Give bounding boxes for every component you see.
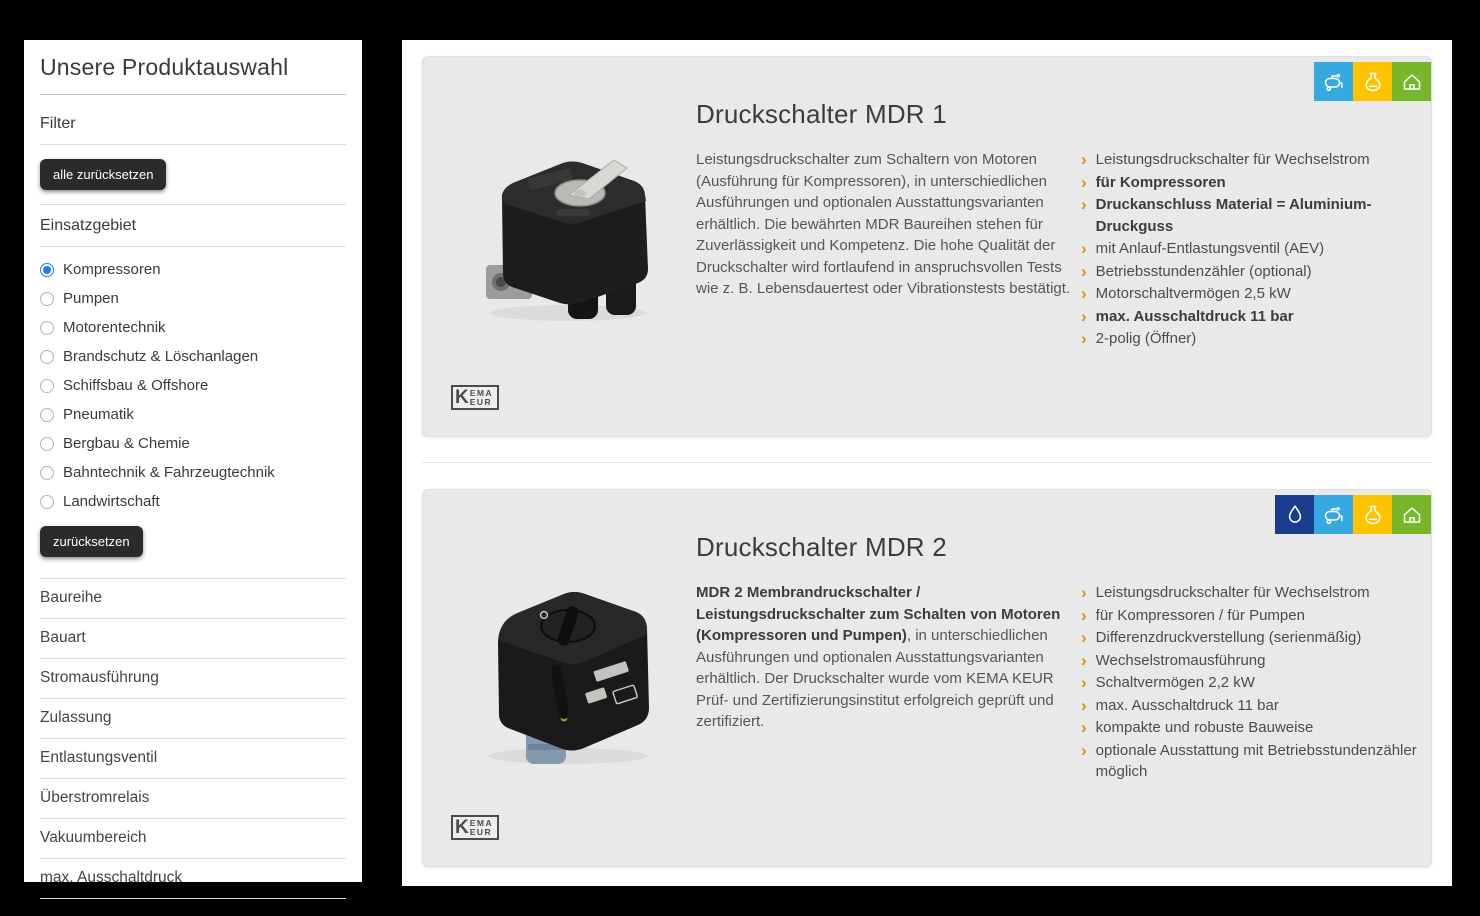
product-card-mdr2 <box>422 489 1432 867</box>
feature-item: › mit Anlauf-Entlastungsventil (AEV) <box>1081 239 1325 258</box>
radio-option-landwirtschaft[interactable] <box>40 487 346 516</box>
description-text: Leistungsdruckschalter zum Schaltern von Motoren (Ausführung für Kompressoren), in unterschiedlichen Ausführungen und optionalen Ausstattungsvarianten erhältlich. Die bewährten MDR Baureihen stehen für Zuverlässigkeit und Kompetenz. Die hohe Qualität der Druckschalter wird fortlaufend in anspruchsvollen Tests wie z. B. Lebensdauertest oder Vibrationstests bestätigt. <box>696 151 1071 297</box>
filter-category-bauart[interactable]: Bauart <box>40 619 346 659</box>
droplet-badge <box>1275 495 1314 534</box>
sidebar-title: Unsere Produktauswahl <box>40 54 346 95</box>
compressor-icon <box>1322 70 1346 94</box>
filter-category-max-ausschaltdruck[interactable]: max. Ausschaltdruck <box>40 859 346 899</box>
product-description <box>696 149 1080 300</box>
compressor-badge <box>1314 62 1353 101</box>
product-image-mdr1 <box>468 137 668 332</box>
application-badges <box>1275 495 1431 534</box>
flask-badge <box>1353 62 1392 101</box>
feature-item: › kompakte und robuste Bauweise <box>1081 718 1314 737</box>
radio-circle-icon <box>40 408 54 422</box>
product-title: Druckschalter MDR 2 <box>696 532 947 562</box>
feature-item: › max. Ausschaltdruck 11 bar <box>1081 695 1279 715</box>
radio-label: Bergbau & Chemie <box>63 435 190 452</box>
radio-option-kompressoren[interactable] <box>40 255 346 284</box>
card-divider <box>422 462 1432 463</box>
einsatzgebiet-section-label: Einsatzgebiet <box>40 217 346 247</box>
radio-label: Brandschutz & Löschanlagen <box>63 348 259 365</box>
feature-item: › Schaltvermögen 2,2 kW <box>1081 673 1255 692</box>
chevron-right-icon: › <box>1081 284 1087 303</box>
filter-category-list <box>40 578 346 899</box>
radio-option-pneumatik[interactable] <box>40 400 346 429</box>
feature-item: › Wechselstromausführung <box>1081 650 1266 670</box>
feature-item: › Motorschaltvermögen 2,5 kW <box>1081 284 1291 303</box>
description-bold: MDR 2 Membrandruckschalter / Leistungsdruckschalter zum Schalten von Motoren (Kompressoren und Pumpen) <box>696 584 1061 644</box>
radio-circle-icon <box>40 379 54 393</box>
feature-item: › für Kompressoren <box>1081 172 1226 192</box>
home-badge <box>1392 495 1431 534</box>
radio-option-motorentechnik[interactable] <box>40 313 346 342</box>
feature-list <box>1081 149 1437 351</box>
home-badge <box>1392 62 1431 101</box>
feature-item: › optionale Ausstattung mit Betriebsstundenzähler möglich <box>1081 740 1417 780</box>
filter-label: Filter <box>40 115 346 145</box>
reset-all-filters-button[interactable]: alle zurücksetzen <box>40 159 166 190</box>
filter-category-stromausfuehrung[interactable]: Stromausführung <box>40 659 346 699</box>
einsatzgebiet-radio-group <box>40 255 346 516</box>
chevron-right-icon: › <box>1081 605 1087 625</box>
filter-category-zulassung[interactable]: Zulassung <box>40 699 346 739</box>
filter-category-vakuumbereich[interactable]: Vakuumbereich <box>40 819 346 859</box>
feature-list <box>1081 582 1437 784</box>
divider <box>40 204 346 205</box>
feature-item: › für Kompressoren / für Pumpen <box>1081 605 1305 625</box>
radio-label: Pumpen <box>63 290 119 307</box>
chevron-right-icon: › <box>1081 740 1087 760</box>
product-title: Druckschalter MDR 1 <box>696 99 947 129</box>
feature-item: › Druckanschluss Material = Aluminium-Druckguss <box>1081 195 1372 235</box>
reset-einsatzgebiet-button[interactable]: zurücksetzen <box>40 526 143 557</box>
radio-circle-icon <box>40 495 54 509</box>
chevron-right-icon: › <box>1081 195 1087 214</box>
radio-option-bahntechnik[interactable] <box>40 458 346 487</box>
product-description <box>696 582 1080 733</box>
chevron-right-icon: › <box>1081 306 1087 326</box>
feature-item: › Differenzdruckverstellung (serienmäßig) <box>1081 628 1362 647</box>
description-text: , in unterschiedlichen Ausführungen und optionalen Ausstattungsvarianten erhältlich. Der Druckschalter wurde vom KEMA KEUR Prüf- und Zertifizierungsinstitut erfolgreich geprüft und zertifiziert. <box>696 627 1054 730</box>
radio-label: Motorentechnik <box>63 319 166 336</box>
filter-sidebar <box>24 40 362 886</box>
radio-option-pumpen[interactable] <box>40 284 346 313</box>
chevron-right-icon: › <box>1081 172 1087 192</box>
feature-item: › Leistungsdruckschalter für Wechselstrom <box>1081 150 1370 169</box>
chevron-right-icon: › <box>1081 150 1087 169</box>
chevron-right-icon: › <box>1081 329 1087 348</box>
flask-icon <box>1361 70 1385 94</box>
radio-option-bergbau[interactable] <box>40 429 346 458</box>
droplet-icon <box>1283 503 1307 527</box>
compressor-badge <box>1314 495 1353 534</box>
chevron-right-icon: › <box>1081 628 1087 647</box>
product-list-panel <box>402 40 1452 886</box>
chevron-right-icon: › <box>1081 718 1087 737</box>
feature-item: › 2-polig (Öffner) <box>1081 329 1197 348</box>
feature-item: › max. Ausschaltdruck 11 bar <box>1081 306 1294 326</box>
flask-badge <box>1353 495 1392 534</box>
chevron-right-icon: › <box>1081 239 1087 258</box>
radio-option-schiffsbau[interactable] <box>40 371 346 400</box>
application-badges <box>1314 62 1431 101</box>
radio-circle-icon <box>40 466 54 480</box>
feature-item: › Betriebsstundenzähler (optional) <box>1081 261 1312 281</box>
radio-circle-icon <box>40 263 54 277</box>
chevron-right-icon: › <box>1081 673 1087 692</box>
compressor-icon <box>1322 503 1346 527</box>
kema-keur-logo: K EMA EUR <box>451 385 499 410</box>
chevron-right-icon: › <box>1081 261 1087 281</box>
kema-keur-logo: K EMA EUR <box>451 815 499 840</box>
radio-label: Bahntechnik & Fahrzeugtechnik <box>63 464 275 481</box>
chevron-right-icon: › <box>1081 650 1087 670</box>
product-card-mdr1 <box>422 56 1432 437</box>
radio-circle-icon <box>40 321 54 335</box>
radio-label: Pneumatik <box>63 406 134 423</box>
filter-category-ueberstromrelais[interactable]: Überstromrelais <box>40 779 346 819</box>
chevron-right-icon: › <box>1081 695 1087 715</box>
radio-label: Kompressoren <box>63 261 161 278</box>
radio-option-brandschutz[interactable] <box>40 342 346 371</box>
feature-item: › Leistungsdruckschalter für Wechselstrom <box>1081 583 1370 602</box>
radio-circle-icon <box>40 292 54 306</box>
chevron-right-icon: › <box>1081 583 1087 602</box>
home-icon <box>1400 503 1424 527</box>
home-icon <box>1400 70 1424 94</box>
radio-circle-icon <box>40 437 54 451</box>
flask-icon <box>1361 503 1385 527</box>
filter-category-entlastungsventil[interactable]: Entlastungsventil <box>40 739 346 779</box>
radio-circle-icon <box>40 350 54 364</box>
filter-category-baureihe[interactable]: Baureihe <box>40 579 346 619</box>
radio-label: Schiffsbau & Offshore <box>63 377 209 394</box>
radio-label: Landwirtschaft <box>63 493 160 510</box>
product-image-mdr2 <box>468 570 668 773</box>
